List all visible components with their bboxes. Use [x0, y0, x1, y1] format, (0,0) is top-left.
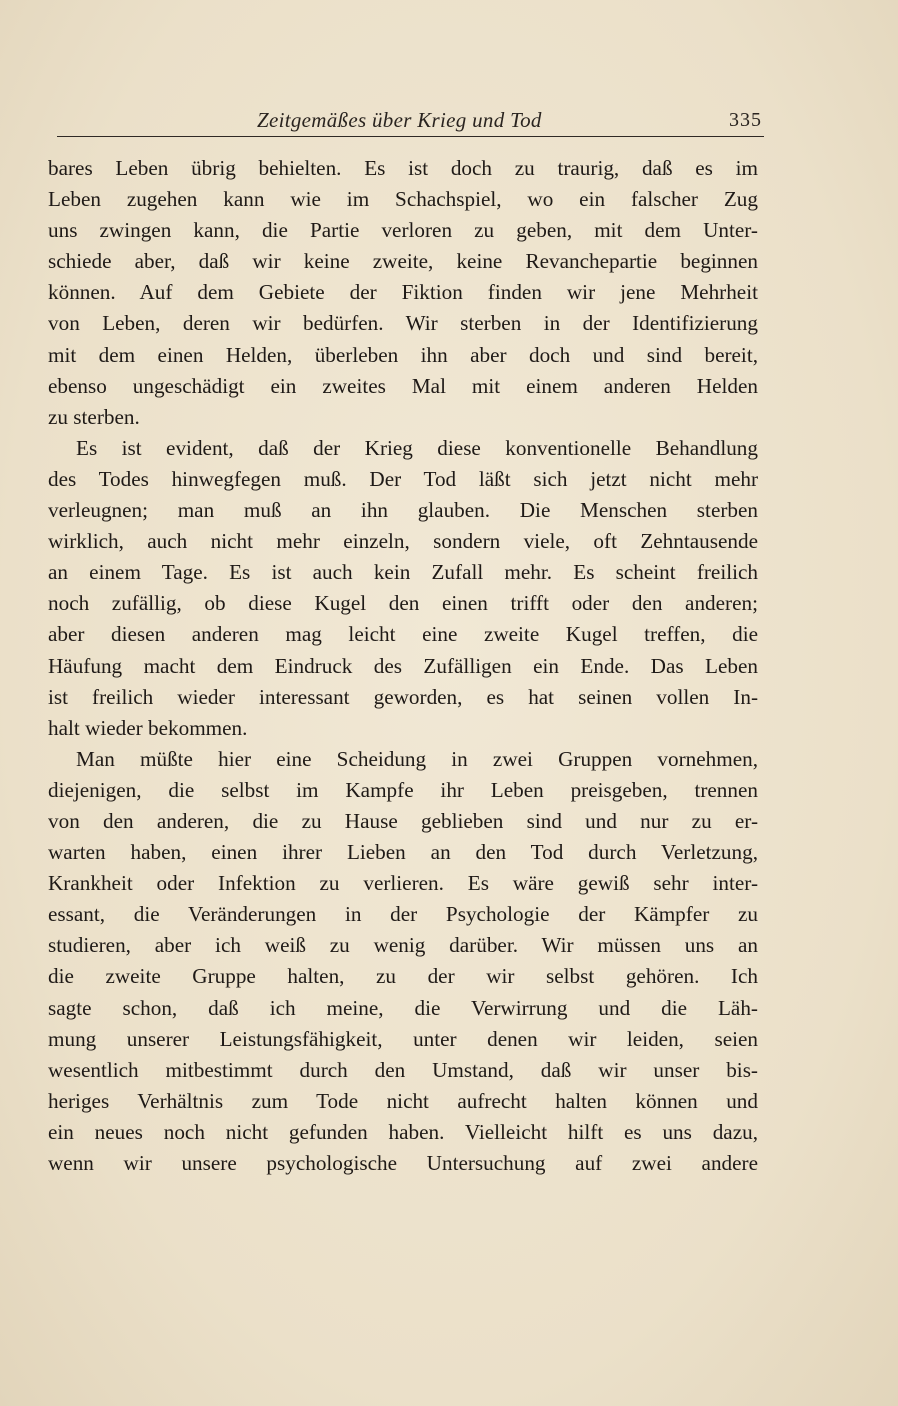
text-line: Leben zugehen kann wie im Schachspiel, wo ein falscher Zug: [48, 187, 758, 212]
header-rule: [57, 136, 764, 137]
text-line: diejenigen, die selbst im Kampfe ihr Leben preisgeben, trennen: [48, 777, 758, 802]
text-line: ein neues noch nicht gefunden haben. Vielleicht hilft es uns dazu,: [48, 1119, 758, 1144]
text-line: sagte schon, daß ich meine, die Verwirrung und die Läh-: [48, 995, 758, 1020]
text-line: zu sterben.: [48, 404, 140, 429]
text-line: mung unserer Leistungsfähigkeit, unter denen wir leiden, seien: [48, 1026, 758, 1051]
text-line: Man müßte hier eine Scheidung in zwei Gruppen vornehmen,: [76, 746, 758, 771]
text-line: ist freilich wieder interessant geworden, es hat seinen vollen In-: [48, 684, 758, 709]
page-number: 335: [729, 109, 762, 131]
text-line: verleugnen; man muß an ihn glauben. Die Menschen sterben: [48, 498, 758, 523]
text-line: Krankheit oder Infektion zu verlieren. Es wäre gewiß sehr inter-: [48, 871, 758, 896]
text-line: aber diesen anderen mag leicht eine zweite Kugel treffen, die: [48, 622, 758, 647]
text-line: essant, die Veränderungen in der Psychologie der Kämpfer zu: [48, 902, 758, 927]
text-line: halt wieder bekommen.: [48, 715, 248, 740]
text-line: uns zwingen kann, die Partie verloren zu geben, mit dem Unter-: [48, 218, 758, 243]
text-line: schiede aber, daß wir keine zweite, keine Revanchepartie beginnen: [48, 249, 758, 274]
text-line: noch zufällig, ob diese Kugel den einen trifft oder den anderen;: [48, 591, 758, 616]
text-line: wenn wir unsere psychologische Untersuchung auf zwei andere: [48, 1151, 758, 1175]
text-line: an einem Tage. Es ist auch kein Zufall mehr. Es scheint freilich: [48, 560, 758, 585]
text-line: mit dem einen Helden, überleben ihn aber doch und sind bereit,: [48, 342, 758, 367]
text-line: ebenso ungeschädigt ein zweites Mal mit einem anderen Helden: [48, 373, 758, 398]
running-title: Zeitgemäßes über Krieg und Tod: [257, 108, 542, 132]
text-line: können. Auf dem Gebiete der Fiktion finden wir jene Mehrheit: [48, 280, 758, 305]
text-line: wesentlich mitbestimmt durch den Umstand, daß wir unser bis-: [48, 1057, 758, 1082]
text-line: die zweite Gruppe halten, zu der wir selbst gehören. Ich: [48, 964, 758, 989]
text-line: von den anderen, die zu Hause geblieben sind und nur zu er-: [48, 808, 758, 833]
body-text: [48, 153, 758, 1179]
text-line: heriges Verhältnis zum Tode nicht aufrecht halten können und: [48, 1088, 758, 1113]
text-line: bares Leben übrig behielten. Es ist doch zu traurig, daß es im: [48, 156, 758, 180]
text-line: von Leben, deren wir bedürfen. Wir sterben in der Identifizierung: [48, 311, 758, 336]
text-line: wirklich, auch nicht mehr einzeln, sondern viele, oft Zehntausende: [48, 529, 758, 554]
text-line: studieren, aber ich weiß zu wenig darüber. Wir müssen uns an: [48, 933, 758, 958]
text-line: Häufung macht dem Eindruck des Zufälligen ein Ende. Das Leben: [48, 653, 758, 678]
text-line: Es ist evident, daß der Krieg diese konventionelle Behandlung: [76, 435, 758, 460]
running-head: [57, 108, 762, 138]
text-line: warten haben, einen ihrer Lieben an den Tod durch Verletzung,: [48, 840, 758, 865]
text-line: des Todes hinwegfegen muß. Der Tod läßt sich jetzt nicht mehr: [48, 466, 758, 491]
